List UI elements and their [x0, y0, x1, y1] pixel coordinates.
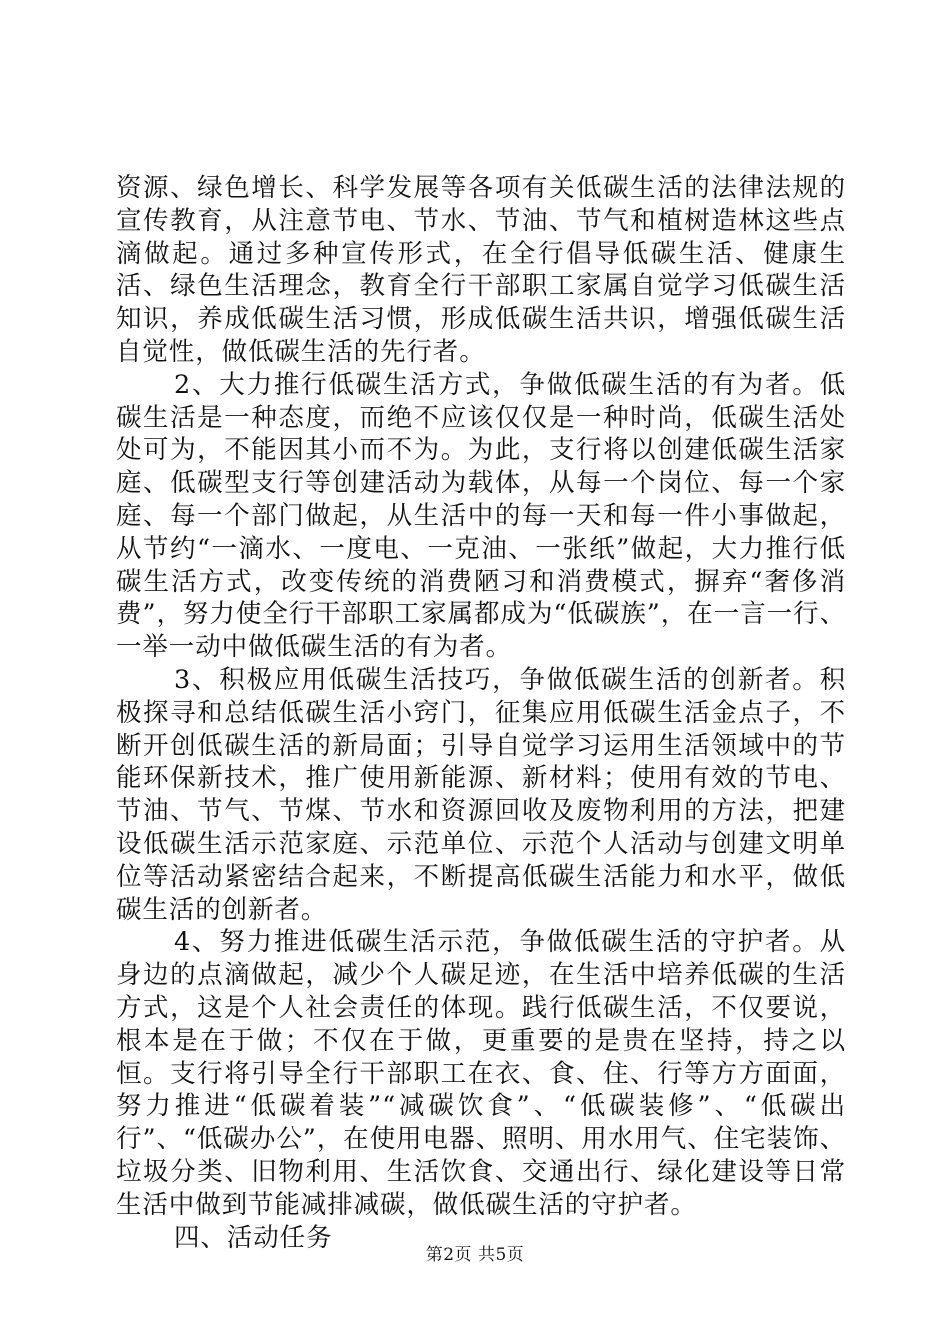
- paragraph-continuation: 资源、绿色增长、科学发展等各项有关低碳生活的法律法规的宣传教育，从注意节电、节水、节油、节气和植树造林这些点滴做起。通过多种宣传形式，在全行倡导低碳生活、健康生活、绿色生活理念，教育全行干部职工家属自觉学习低碳生活知识，养成低碳生活习惯，形成低碳生活共识，增强低碳生活自觉性，做低碳生活的先行者。: [116, 173, 846, 367]
- body-text: [116, 172, 846, 1254]
- paragraph-item-4: 4、努力推进低碳生活示范，争做低碳生活的守护者。从身边的点滴做起，减少个人碳足迹，在生活中培养低碳的生活方式，这是个人社会责任的体现。践行低碳生活，不仅要说，根本是在于做；不仅在于做，更重要的是贵在坚持，持之以恒。支行将引导全行干部职工在衣、食、住、行等方方面面，努力推进“低碳着装”“减碳饮食”、“低碳装修”、“低碳出行”、“低碳办公”，在使用电器、照明、用水用气、住宅装饰、垃圾分类、旧物利用、生活饮食、交通出行、绿化建设等日常生活中做到节能减排减碳，做低碳生活的守护者。: [116, 927, 846, 1220]
- paragraph-item-2: 2、大力推行低碳生活方式，争做低碳生活的有为者。低碳生活是一种态度，而绝不应该仅仅是一种时尚，低碳生活处处可为，不能因其小而不为。为此，支行将以创建低碳生活家庭、低碳型支行等创建活动为载体，从每一个岗位、每一个家庭、每一个部门做起，从生活中的每一天和每一件小事做起，从节约“一滴水、一度电、一克油、一张纸”做起，大力推行低碳生活方式，改变传统的消费陋习和消费模式，摒弃“奢侈消费”，努力使全行干部职工家属都成为“低碳族”，在一言一行、一举一动中做低碳生活的有为者。: [116, 369, 846, 663]
- section-heading: 四、活动任务: [174, 1222, 333, 1253]
- paragraph-item-3: 3、积极应用低碳生活技巧，争做低碳生活的创新者。积极探寻和总结低碳生活小窍门，征集应用低碳生活金点子，不断开创低碳生活的新局面；引导自觉学习运用生活领域中的节能环保新技术，推广使用新能源、新材料；使用有效的节电、节油、节气、节煤、节水和资源回收及废物利用的方法，把建设低碳生活示范家庭、示范单位、示范个人活动与创建文明单位等活动紧密结合起来，不断提高低碳生活能力和水平，做低碳生活的创新者。: [116, 664, 846, 925]
- page-number-footer: 第2页 共5页: [425, 1245, 525, 1265]
